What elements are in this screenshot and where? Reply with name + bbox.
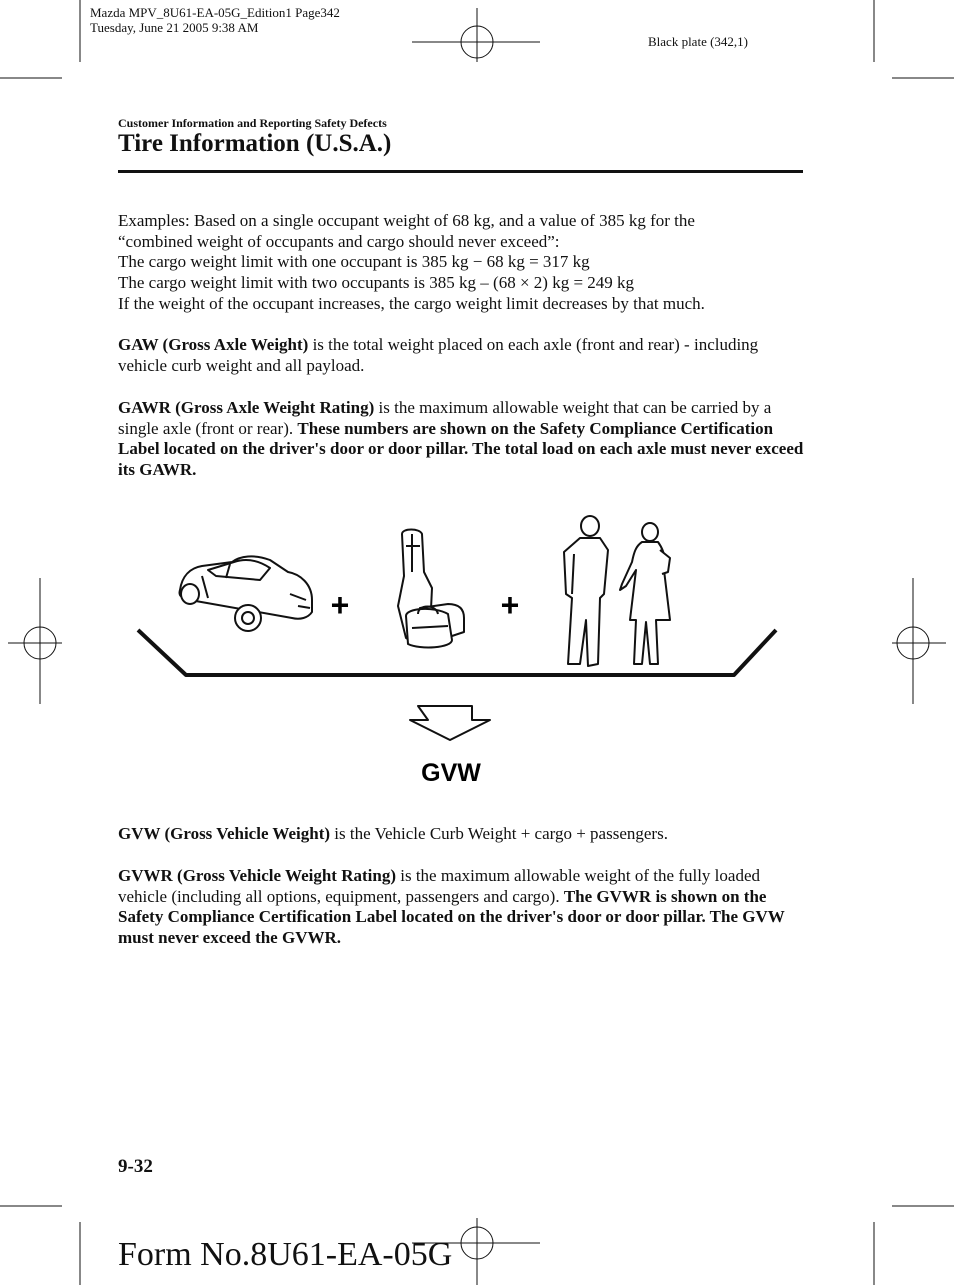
gawr-text: is the maximum allowable weight that can be carried by a single axle (front or rear). [118, 398, 772, 438]
gvw-term: GVW (Gross Vehicle Weight) [118, 824, 331, 843]
gaw-text: is the total weight placed on each axle (front and rear) - including vehicle curb weight and all payload. [118, 335, 759, 375]
print-info-line1: Mazda MPV_8U61-EA-05G_Edition1 Page342 [90, 5, 340, 20]
examples-line: “combined weight of occupants and cargo should never exceed”: [118, 231, 560, 251]
print-info-line2: Tuesday, June 21 2005 9:38 AM [90, 20, 259, 35]
down-arrow-icon [410, 706, 490, 740]
gvw-label: GVW [421, 759, 481, 787]
section-label: Customer Information and Reporting Safety Defects [118, 116, 387, 130]
page-number: 9-32 [118, 1156, 153, 1177]
gawr-warning: These numbers are shown on the Safety Compliance Certification Label located on the driver's door or door pillar. The total load on each axle must never exceed its GAWR. [118, 418, 804, 480]
form-number: Form No.8U61-EA-05G [118, 1236, 453, 1273]
gaw-term: GAW (Gross Axle Weight) [118, 335, 309, 354]
gvw-text: is the Vehicle Curb Weight + cargo + passengers. [330, 824, 668, 843]
title-rule [118, 170, 803, 173]
gvwr-text: is the maximum allowable weight of the fully loaded vehicle (including all options, equipment, passengers and cargo). [118, 866, 760, 906]
plus-sign-2: + [500, 587, 520, 623]
page-title: Tire Information (U.S.A.) [118, 130, 392, 157]
gvwr-warning: The GVWR is shown on the Safety Compliance Certification Label located on the driver's door or door pillar. The GVW must never exceed the GVWR. [118, 886, 785, 948]
gvwr-paragraph [118, 866, 808, 949]
gawr-term: GAWR (Gross Axle Weight Rating) [118, 398, 375, 417]
gvw-illustration [130, 510, 790, 800]
examples-paragraph [118, 211, 808, 315]
examples-line: If the weight of the occupant increases, the cargo weight limit decreases by that much. [118, 293, 705, 313]
gvw-paragraph [118, 824, 808, 845]
plus-sign-1: + [330, 587, 350, 623]
examples-line: Examples: Based on a single occupant weight of 68 kg, and a value of 385 kg for the [118, 211, 695, 230]
plate-label: Black plate (342,1) [648, 34, 748, 49]
gvwr-term: GVWR (Gross Vehicle Weight Rating) [118, 866, 396, 885]
examples-line: The cargo weight limit with one occupant is 385 kg − 68 kg = 317 kg [118, 252, 590, 272]
gawr-paragraph [118, 398, 808, 481]
print-info [90, 5, 340, 35]
passengers-icon [564, 516, 670, 666]
car-icon [179, 556, 312, 631]
cargo-icon [398, 530, 464, 648]
examples-line: The cargo weight limit with two occupants is 385 kg – (68 × 2) kg = 249 kg [118, 273, 635, 293]
scale-tray [138, 630, 776, 675]
gaw-paragraph [118, 335, 808, 376]
